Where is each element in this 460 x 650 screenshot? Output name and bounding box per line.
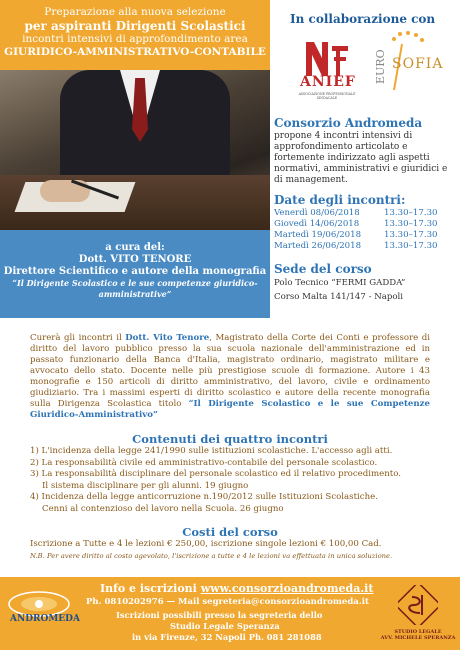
costs-line-1: Iscrizione a Tutte e 4 le lezioni € 250,00, iscrizione singole lezioni € 100,00 Cad.: [30, 539, 382, 549]
contents-item: 3) La responsabilità disciplinare del personale scolastico ed il relativo procedimento.: [30, 469, 401, 479]
consorzio-text-line: fortemente indirizzato agli aspetti: [274, 153, 430, 163]
studio-logo-line-2: AVV. MICHELE SPERANZA: [380, 635, 456, 641]
anief-name: ANIEF: [300, 74, 356, 90]
andromeda-logo: [4, 582, 80, 632]
date-day: Martedì 19/06/2018: [274, 230, 362, 240]
date-row: [274, 219, 454, 230]
header-banner: [0, 0, 270, 70]
contents-item: Il sistema disciplinare per gli alunni. 19 giugno: [42, 480, 249, 491]
businessman-photo: [0, 70, 270, 230]
header-line-1: Preparazione alla nuova selezione: [44, 6, 226, 18]
date-row: [274, 208, 454, 219]
header-line-4: GIURIDICO-AMMINISTRATIVO-CONTABILE: [4, 46, 266, 58]
costs-title: Costi del corso: [182, 525, 278, 539]
bio-book: “Il Dirigente Scolastico e le sue Competenze Giuridico-Amministrativo”: [30, 399, 430, 420]
contents-item: 1) L'incidenza della legge 241/1990 sulle istituzioni scolastiche. L'accesso agli atti.: [30, 446, 393, 456]
bio-name: Dott. Vito Tenore: [125, 333, 210, 343]
header-line-2: per aspiranti Dirigenti Scolastici: [24, 19, 246, 33]
contents-list: [30, 446, 440, 515]
sede-title: Sede del corso: [274, 262, 372, 276]
anief-sub: ASSOCIAZIONE PROFESSIONALE SINDACALE: [298, 92, 356, 100]
contents-title: Contenuti dei quattro incontri: [132, 432, 328, 446]
website-link[interactable]: www.consorzioandromeda.it: [200, 582, 374, 595]
contents-item: 2) La responsabilità civile ed amministrativo-contabile del personale scolastico.: [30, 457, 378, 468]
consorzio-text-line: di management.: [274, 175, 348, 185]
footer-info-title: [100, 582, 373, 595]
bio-paragraph: [30, 333, 430, 421]
studio-monogram-icon: [398, 585, 438, 625]
sede-line-2: Corso Malta 141/147 - Napoli: [274, 292, 404, 302]
consorzio-text-line: approfondimento articolato e: [274, 142, 408, 152]
contents-item: Cenni al contenzioso del lavoro nella Scuola. 26 giugno: [42, 503, 284, 514]
sofia-eu: EURO: [374, 49, 387, 84]
andromeda-logo-text: ANDROMEDA: [10, 614, 80, 624]
studio-legale-logo: [380, 585, 456, 647]
credits-name: Dott. VITO TENORE: [78, 254, 192, 265]
footer-line-2: Studio Legale Speranza: [170, 621, 280, 631]
date-day: Giovedì 14/06/2018: [274, 219, 360, 229]
credits-box: [0, 230, 270, 318]
date-time: 13.30–17.30: [384, 241, 438, 251]
andromeda-swirl-icon: [4, 582, 74, 632]
contents-item: 4) Incidenza della legge anticorruzione n.190/2012 sulle Istituzioni Scolastiche.: [30, 492, 378, 502]
sofia-name: SOFIA: [392, 56, 444, 72]
date-row: [274, 230, 454, 241]
footer-line-1: Iscrizioni possibili presso la segreteria dello: [116, 610, 323, 620]
collab-title: In collaborazione con: [290, 12, 436, 26]
consorzio-text-line: normativi, amministrativi e giuridici e: [274, 164, 448, 174]
dates-list: [274, 208, 454, 252]
date-time: 13.30–17.30: [384, 208, 438, 218]
consorzio-title: Consorzio Andromeda: [274, 116, 423, 130]
date-day: Martedì 26/06/2018: [274, 241, 362, 251]
credits-book: “Il Dirigente Scolastico e le sue competenze giuridico-amministrative”: [12, 278, 258, 299]
footer-phone-mail: Ph. 0810202976 — Mail segreteria@consorzioandromeda.it: [86, 597, 369, 607]
date-row: [274, 241, 454, 252]
credits-role: Direttore Scientifico e autore della monografia: [3, 266, 267, 277]
sofia-logo: [370, 30, 450, 110]
header-line-3: incontri intensivi di approfondimento area: [22, 33, 248, 45]
date-day: Venerdì 08/06/2018: [274, 208, 360, 218]
footer-line-3: in via Firenze, 32 Napoli Ph. 081 281088: [132, 632, 322, 642]
bio-mid: , Magistrato della Corte dei Conti e professore di diritto del lavoro pubblico presso la sua scuola nazionale dell'amministrazione ed in passato funzionario della Banca d'Italia, magistrato ordinario, magistrato militare e avvocato dello stato. Docente nelle più prestigiose scuole di formazione. Autore i 43 monografie e 150 articoli di diritto amministrativo, del lavoro, civile e ordinamento giudiziario. Tra i massimi esperti di diritto scolastico e autore della recente monografia sulla Dirigenza Scolastica titolo: [30, 333, 430, 409]
date-time: 13.30–17.30: [384, 230, 438, 240]
consorzio-text-line: propone 4 incontri intensivi di: [274, 131, 413, 141]
costs-line-2: N.B. Per avere diritto al costo agevolato, l'iscrizione a tutte e 4 le lezioni va effettuata in unica soluzione.: [30, 552, 393, 560]
studio-logo-line-1: STUDIO LEGALE: [394, 629, 442, 635]
sede-line-1: Polo Tecnico “FERMI GADDA”: [274, 278, 406, 288]
credits-a-cura: a cura del:: [105, 242, 165, 253]
consorzio-text: [274, 131, 460, 186]
bio-pre: Curerà gli incontri il: [30, 333, 126, 343]
date-time: 13.30–17.30: [384, 219, 438, 229]
anief-logo: [292, 40, 362, 102]
footer-info-label: Info e iscrizioni: [100, 582, 201, 595]
dates-title: Date degli incontri:: [274, 193, 406, 207]
